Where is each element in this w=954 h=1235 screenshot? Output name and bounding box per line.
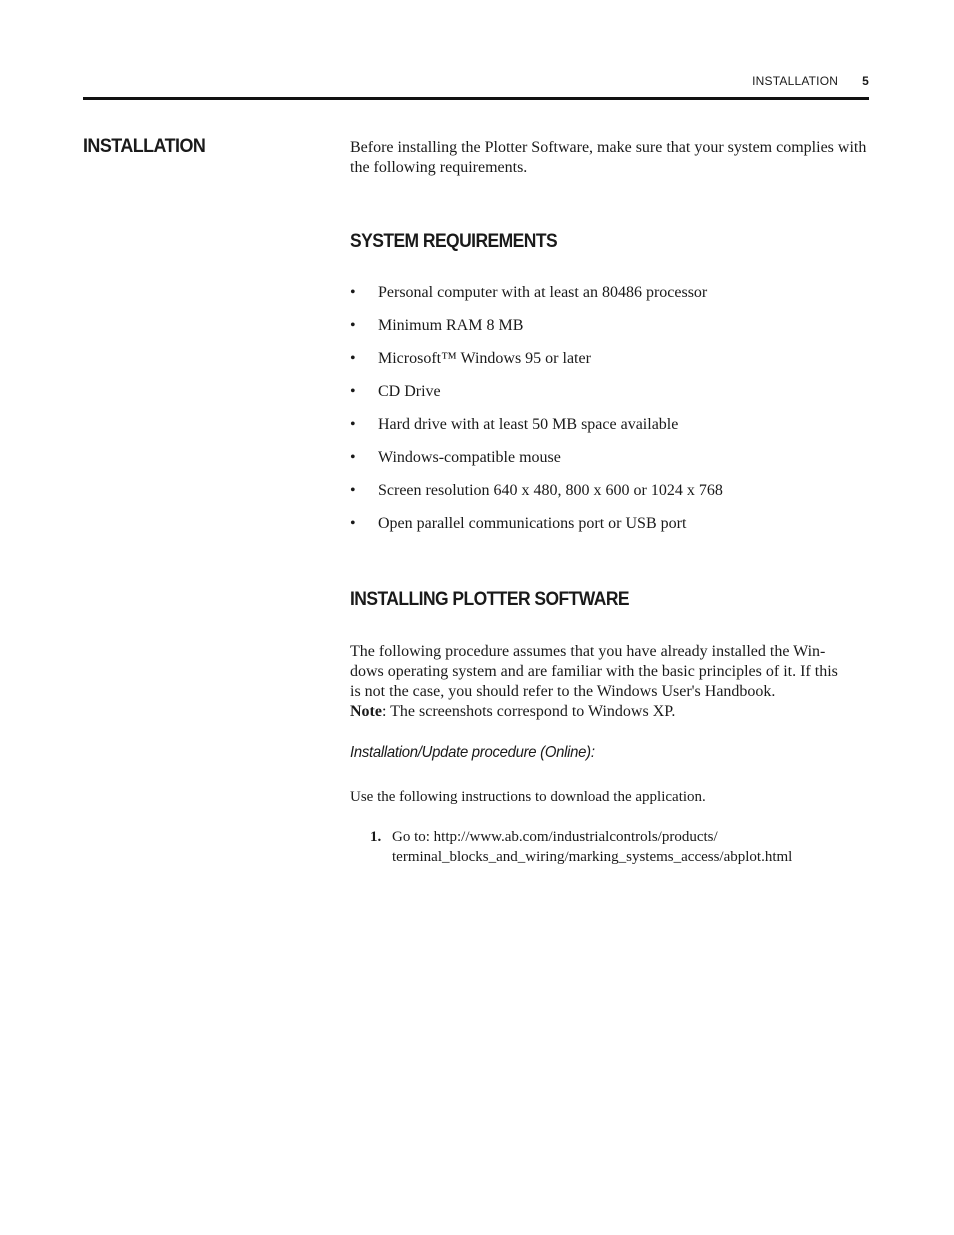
procedure-title: Installation/Update procedure (Online): xyxy=(350,744,595,761)
requirement-text: Windows-compatible mouse xyxy=(378,449,561,466)
main-content xyxy=(350,138,870,867)
page-number: 5 xyxy=(862,74,869,88)
requirement-text: Open parallel communications port or USB port xyxy=(378,515,687,532)
bullet: • xyxy=(350,416,356,433)
list-item xyxy=(350,481,870,501)
list-item xyxy=(350,448,870,468)
list-item xyxy=(350,316,870,336)
note-label: Note xyxy=(350,703,382,720)
list-item xyxy=(350,415,870,435)
requirement-text: Minimum RAM 8 MB xyxy=(378,317,524,334)
installing-paragraph-line: dows operating system and are familiar with the basic principles of it. If this xyxy=(350,663,838,680)
requirement-text: Personal computer with at least an 80486 processor xyxy=(378,284,708,301)
instructions-intro: Use the following instructions to download the application. xyxy=(350,789,706,805)
installing-paragraph xyxy=(350,642,870,722)
bullet: • xyxy=(350,449,356,466)
bullet: • xyxy=(350,383,356,400)
section-title: INSTALLATION xyxy=(83,135,206,157)
step-link: terminal_blocks_and_wiring/marking_systems_access/abplot.html xyxy=(392,849,793,865)
requirement-text: CD Drive xyxy=(378,383,441,400)
requirement-text: Hard drive with at least 50 MB space available xyxy=(378,416,679,433)
installing-paragraph-line: is not the case, you should refer to the Windows User's Handbook. xyxy=(350,683,776,700)
requirement-text: Screen resolution 640 x 480, 800 x 600 or 1024 x 768 xyxy=(378,482,723,499)
intro-paragraph: Before installing the Plotter Software, make sure that your system complies with the following requirements. xyxy=(350,139,867,176)
list-item xyxy=(350,283,870,303)
bullet: • xyxy=(350,482,356,499)
list-item xyxy=(350,514,870,534)
step-text-line: Go to: http://www.ab.com/industrialcontrols/products/ xyxy=(392,829,718,845)
steps-list xyxy=(350,827,870,867)
header-rule xyxy=(83,97,869,100)
bullet: • xyxy=(350,284,356,301)
running-header-section: INSTALLATION xyxy=(752,74,839,88)
running-header xyxy=(752,74,869,88)
bullet: • xyxy=(350,317,356,334)
installing-paragraph-line: The following procedure assumes that you have already installed the Win- xyxy=(350,643,826,660)
note-text: : The screenshots correspond to Windows XP. xyxy=(381,703,676,720)
installing-software-heading: INSTALLING PLOTTER SOFTWARE xyxy=(350,589,630,610)
bullet: • xyxy=(350,350,356,367)
requirement-text: Microsoft™ Windows 95 or later xyxy=(378,350,591,367)
list-item xyxy=(350,349,870,369)
step-number: 1. xyxy=(370,829,382,845)
requirements-list xyxy=(350,283,870,534)
list-item xyxy=(350,382,870,402)
step-item xyxy=(370,827,870,867)
system-requirements-heading: SYSTEM REQUIREMENTS xyxy=(350,231,558,252)
bullet: • xyxy=(350,515,356,532)
